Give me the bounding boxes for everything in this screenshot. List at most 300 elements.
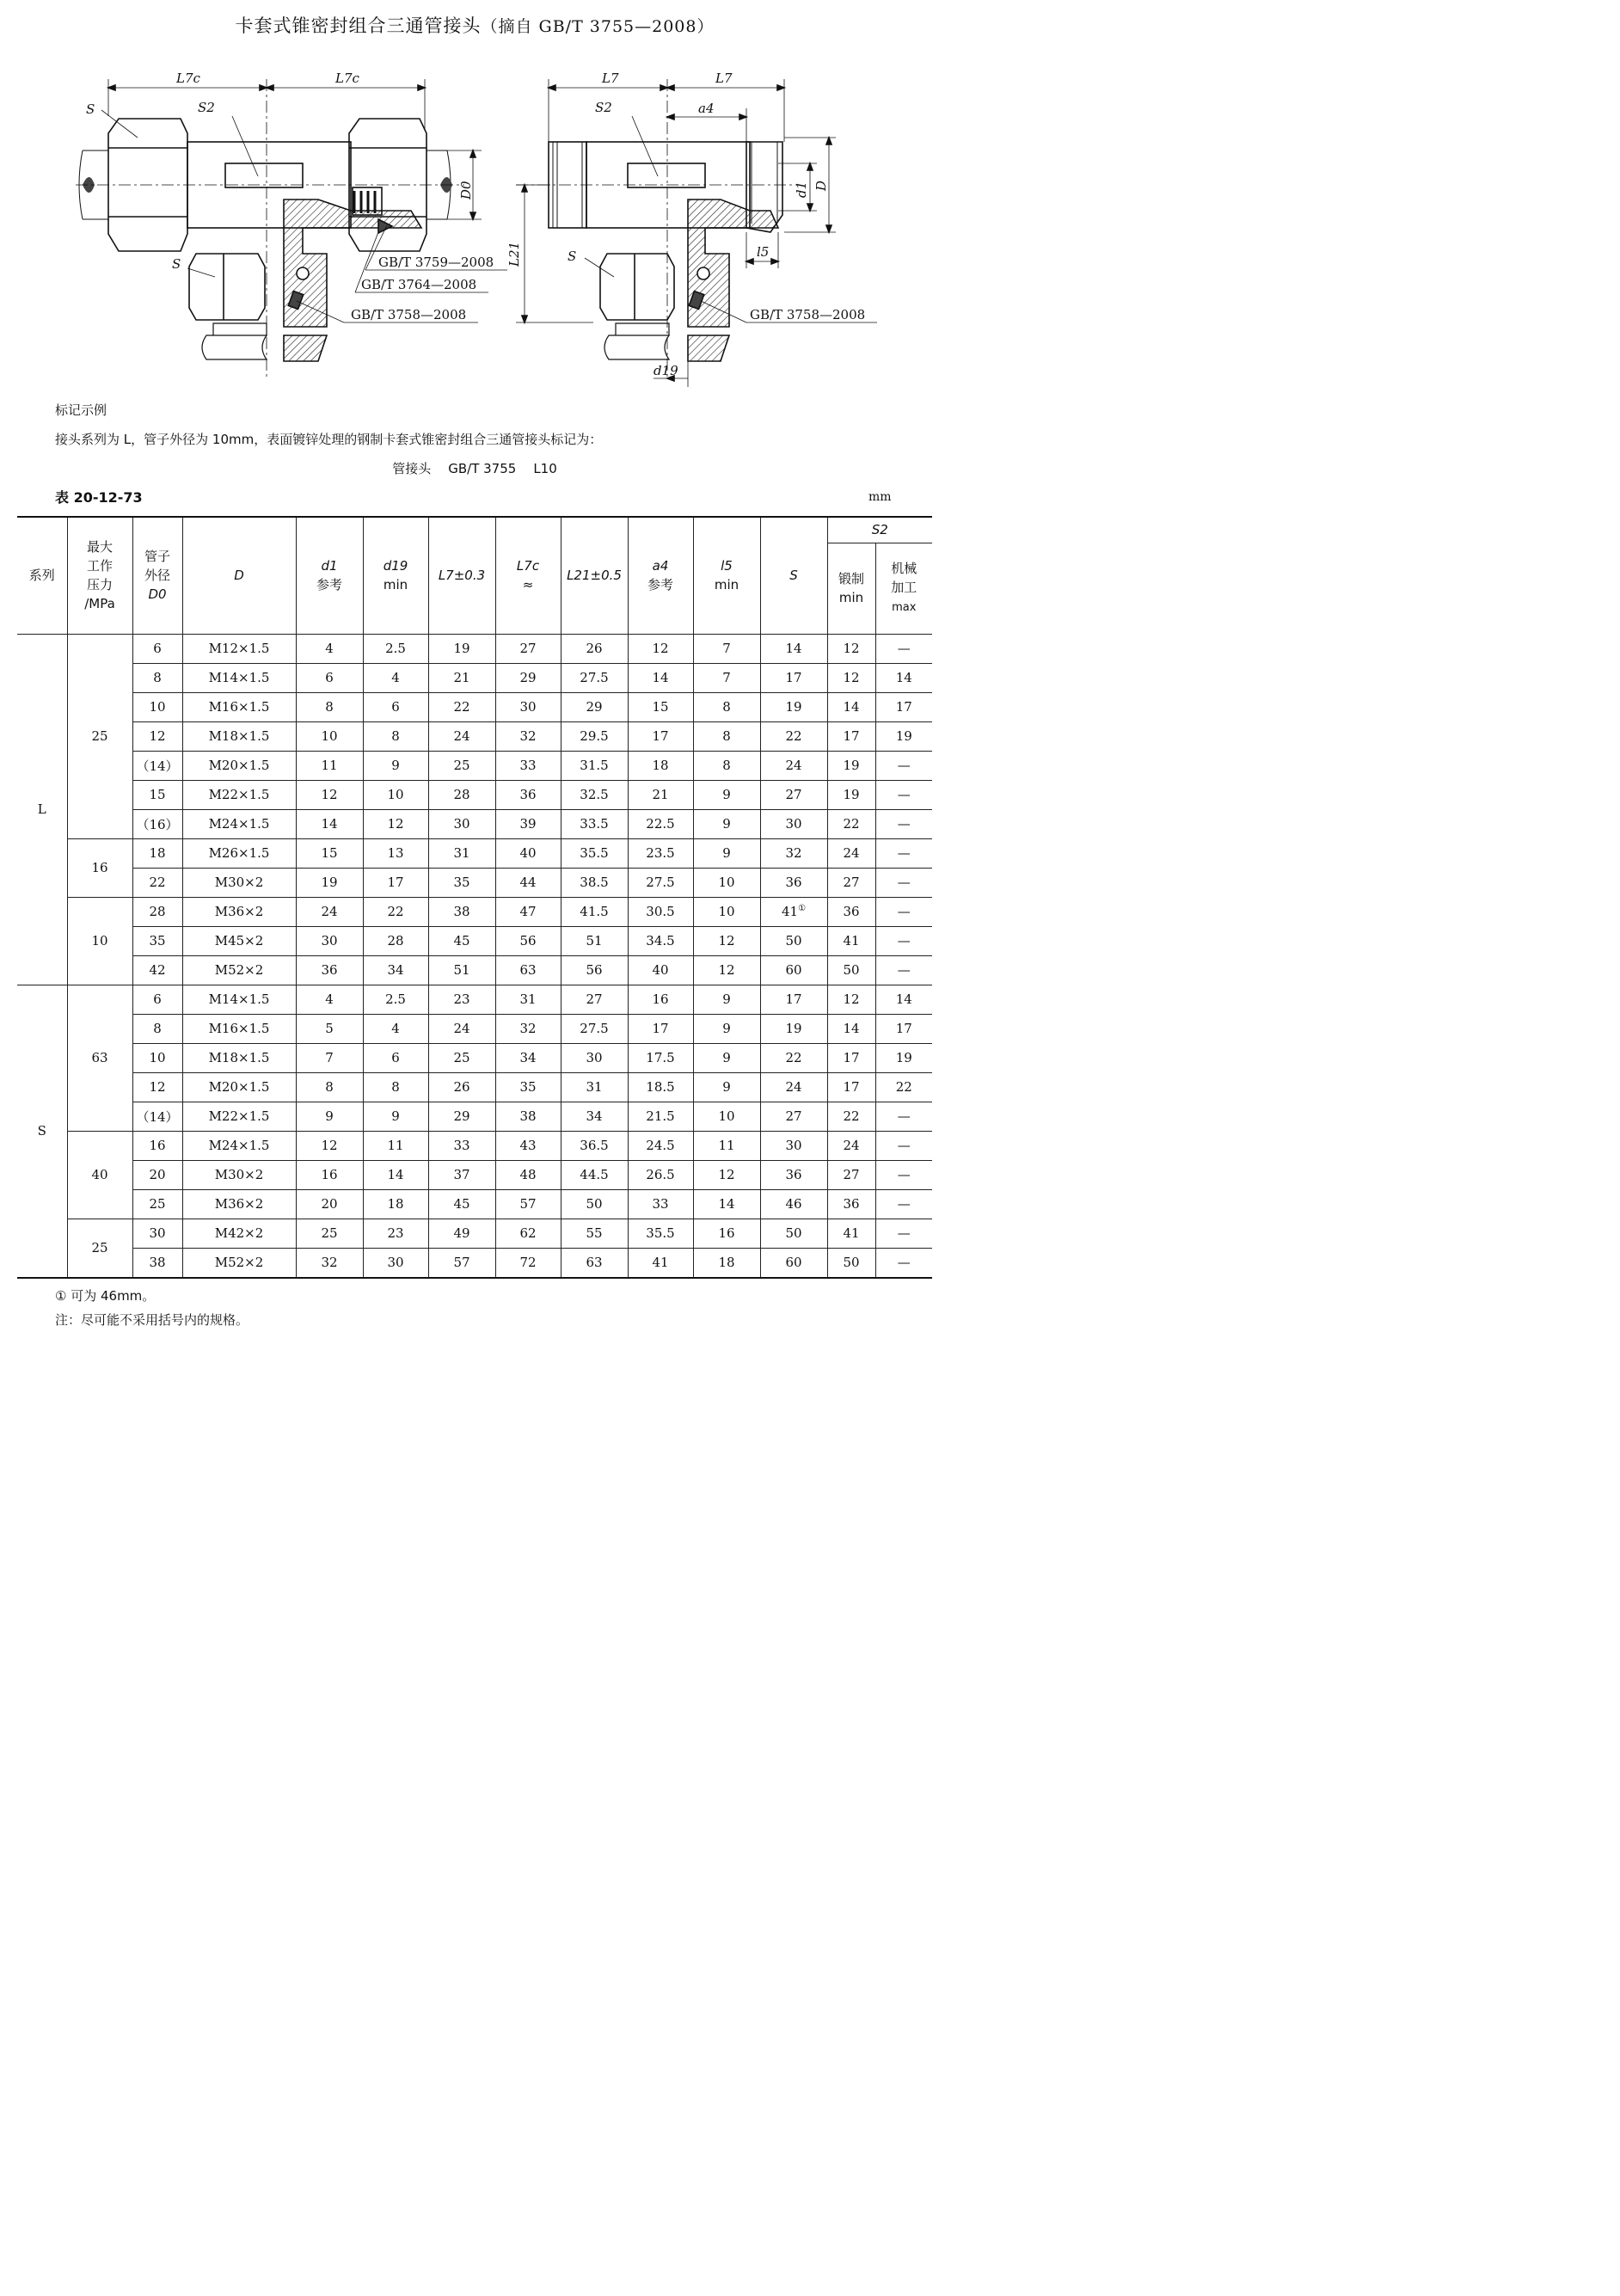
- cell-d1: 20: [296, 1189, 363, 1219]
- cell-od: 8: [132, 1014, 182, 1043]
- cell-S: 22: [760, 1043, 827, 1072]
- cell-a4: 41: [628, 1248, 693, 1278]
- cell-d1: 4: [296, 985, 363, 1014]
- table-row: [17, 1189, 932, 1219]
- cell-od: （14）: [132, 1102, 182, 1131]
- cell-L7: 19: [428, 634, 495, 663]
- cell-d19: 6: [363, 1043, 428, 1072]
- cell-l5: 9: [693, 1014, 760, 1043]
- dim-d: D: [813, 180, 829, 191]
- cell-D: M30×2: [182, 1160, 296, 1189]
- cell-L21: 41.5: [561, 897, 628, 926]
- cell-d1: 14: [296, 809, 363, 838]
- cell-d1: 6: [296, 663, 363, 692]
- cell-d1: 36: [296, 955, 363, 985]
- cell-L21: 34: [561, 1102, 628, 1131]
- table-row: [17, 1102, 932, 1131]
- cell-d1: 10: [296, 721, 363, 751]
- label-s2-left: S2: [198, 100, 215, 115]
- header-D: D: [182, 517, 296, 634]
- cell-l5: 8: [693, 692, 760, 721]
- cell-S: 60: [760, 1248, 827, 1278]
- cell-L7: 29: [428, 1102, 495, 1131]
- cell-a4: 40: [628, 955, 693, 985]
- label-s2-right: S2: [595, 100, 612, 115]
- cell-L7: 37: [428, 1160, 495, 1189]
- cell-l5: 9: [693, 809, 760, 838]
- table-row: [17, 780, 932, 809]
- cell-a4: 24.5: [628, 1131, 693, 1160]
- cell-l5: 10: [693, 897, 760, 926]
- cell-od: 10: [132, 692, 182, 721]
- table-row: [17, 1014, 932, 1043]
- cell-l5: 9: [693, 985, 760, 1014]
- cell-d19: 2.5: [363, 985, 428, 1014]
- cell-d1: 16: [296, 1160, 363, 1189]
- cell-L21: 33.5: [561, 809, 628, 838]
- cell-L21: 36.5: [561, 1131, 628, 1160]
- header-d1: d1 参考: [296, 517, 363, 634]
- cell-S: 60: [760, 955, 827, 985]
- cell-D: M12×1.5: [182, 634, 296, 663]
- cell-S2f: 36: [827, 897, 875, 926]
- cell-D: M16×1.5: [182, 692, 296, 721]
- cell-a4: 21.5: [628, 1102, 693, 1131]
- cell-S: 50: [760, 926, 827, 955]
- header-series: 系列: [17, 517, 67, 634]
- cell-L21: 27.5: [561, 1014, 628, 1043]
- cell-L7: 25: [428, 751, 495, 780]
- cell-l5: 8: [693, 751, 760, 780]
- marking-code: [0, 459, 949, 477]
- table-row: [17, 868, 932, 897]
- dim-a4: a4: [698, 101, 715, 116]
- cell-D: M14×1.5: [182, 985, 296, 1014]
- table-row: [17, 1219, 932, 1248]
- cell-d1: 12: [296, 780, 363, 809]
- cell-L7c: 40: [495, 838, 561, 868]
- table-row: [17, 985, 932, 1014]
- cell-d19: 34: [363, 955, 428, 985]
- cell-S2f: 50: [827, 1248, 875, 1278]
- dim-l7-right: L7: [715, 71, 733, 86]
- cell-S2f: 27: [827, 1160, 875, 1189]
- cell-series: S: [17, 985, 67, 1278]
- cell-d1: 5: [296, 1014, 363, 1043]
- cell-L21: 35.5: [561, 838, 628, 868]
- cell-S2f: 12: [827, 985, 875, 1014]
- dim-l5: l5: [757, 244, 770, 260]
- cell-S: 30: [760, 809, 827, 838]
- cell-a4: 17: [628, 721, 693, 751]
- title-source: （摘自 GB/T 3755—2008）: [481, 17, 715, 36]
- cell-L7c: 30: [495, 692, 561, 721]
- cell-L7c: 43: [495, 1131, 561, 1160]
- cell-L21: 44.5: [561, 1160, 628, 1189]
- cell-L7c: 27: [495, 634, 561, 663]
- cell-d1: 25: [296, 1219, 363, 1248]
- cell-S2m: 22: [875, 1072, 932, 1102]
- cell-od: 38: [132, 1248, 182, 1278]
- table-row: [17, 1160, 932, 1189]
- fitting-drawing: [0, 60, 949, 391]
- title-text: 卡套式锥密封组合三通管接头: [235, 15, 482, 36]
- cell-L21: 63: [561, 1248, 628, 1278]
- cell-S2f: 22: [827, 809, 875, 838]
- cell-S2m: —: [875, 1131, 932, 1160]
- cell-S2m: —: [875, 634, 932, 663]
- cell-S2f: 41: [827, 1219, 875, 1248]
- footnote-1: ① 可为 46mm。: [55, 1288, 156, 1304]
- cell-L7c: 47: [495, 897, 561, 926]
- cell-L7: 51: [428, 955, 495, 985]
- cell-pressure: 10: [67, 897, 132, 985]
- cell-L7c: 32: [495, 1014, 561, 1043]
- footnote-note: 注：尽可能不采用括号内的规格。: [55, 1312, 249, 1328]
- cell-d19: 11: [363, 1131, 428, 1160]
- table-row: [17, 1131, 932, 1160]
- cell-S2f: 27: [827, 868, 875, 897]
- header-S: S: [760, 517, 827, 634]
- cell-a4: 16: [628, 985, 693, 1014]
- table-row: [17, 926, 932, 955]
- cell-S2f: 12: [827, 634, 875, 663]
- cell-d1: 11: [296, 751, 363, 780]
- cell-L21: 26: [561, 634, 628, 663]
- cell-S2m: —: [875, 926, 932, 955]
- cell-S: 19: [760, 1014, 827, 1043]
- marking-code-name: 管接头: [392, 461, 432, 476]
- cell-a4: 18.5: [628, 1072, 693, 1102]
- cell-L7c: 33: [495, 751, 561, 780]
- cell-od: 15: [132, 780, 182, 809]
- cell-d1: 7: [296, 1043, 363, 1072]
- page-title: [0, 12, 949, 38]
- label-s-right: S: [568, 249, 577, 264]
- cell-L21: 31: [561, 1072, 628, 1102]
- cell-l5: 9: [693, 1072, 760, 1102]
- cell-L7c: 36: [495, 780, 561, 809]
- table-row: [17, 663, 932, 692]
- cell-d19: 13: [363, 838, 428, 868]
- cell-D: M14×1.5: [182, 663, 296, 692]
- dim-l7-left: L7: [602, 71, 619, 86]
- cell-pressure: 40: [67, 1131, 132, 1219]
- cell-S2m: 19: [875, 1043, 932, 1072]
- cell-S2f: 36: [827, 1189, 875, 1219]
- cell-S: 24: [760, 751, 827, 780]
- cell-a4: 26.5: [628, 1160, 693, 1189]
- cell-L7: 28: [428, 780, 495, 809]
- cell-od: （16）: [132, 809, 182, 838]
- cell-l5: 8: [693, 721, 760, 751]
- cell-d19: 2.5: [363, 634, 428, 663]
- header-od: 管子 外径 D0: [132, 517, 182, 634]
- cell-d19: 23: [363, 1219, 428, 1248]
- cell-S2m: —: [875, 1219, 932, 1248]
- cell-od: 22: [132, 868, 182, 897]
- cell-d1: 24: [296, 897, 363, 926]
- cell-S2f: 14: [827, 1014, 875, 1043]
- cell-d19: 9: [363, 751, 428, 780]
- cell-S: 17: [760, 663, 827, 692]
- cell-l5: 18: [693, 1248, 760, 1278]
- cell-series: L: [17, 634, 67, 985]
- cell-od: 16: [132, 1131, 182, 1160]
- cell-a4: 22.5: [628, 809, 693, 838]
- cell-L21: 38.5: [561, 868, 628, 897]
- cell-l5: 11: [693, 1131, 760, 1160]
- cell-l5: 7: [693, 663, 760, 692]
- cell-L21: 56: [561, 955, 628, 985]
- cell-d1: 19: [296, 868, 363, 897]
- cell-d1: 4: [296, 634, 363, 663]
- cell-L7: 23: [428, 985, 495, 1014]
- cell-pressure: 25: [67, 1219, 132, 1278]
- cell-D: M22×1.5: [182, 780, 296, 809]
- cell-D: M42×2: [182, 1219, 296, 1248]
- cell-S2m: —: [875, 780, 932, 809]
- cell-od: 20: [132, 1160, 182, 1189]
- header-S2-forged: 锻制 min: [827, 543, 875, 634]
- cell-a4: 15: [628, 692, 693, 721]
- dim-l7c-right: L7c: [335, 71, 359, 86]
- table-row: [17, 692, 932, 721]
- cell-S2m: 17: [875, 1014, 932, 1043]
- cell-L7c: 48: [495, 1160, 561, 1189]
- cell-D: M36×2: [182, 897, 296, 926]
- cell-S: 17: [760, 985, 827, 1014]
- cell-D: M22×1.5: [182, 1102, 296, 1131]
- cell-L21: 51: [561, 926, 628, 955]
- cell-S2m: —: [875, 838, 932, 868]
- cell-L21: 29: [561, 692, 628, 721]
- table-body: [17, 634, 932, 1278]
- cell-a4: 17: [628, 1014, 693, 1043]
- header-L7c: L7c ≈: [495, 517, 561, 634]
- cell-S2m: 14: [875, 663, 932, 692]
- cell-a4: 35.5: [628, 1219, 693, 1248]
- cell-l5: 12: [693, 1160, 760, 1189]
- cell-od: 12: [132, 1072, 182, 1102]
- cell-D: M16×1.5: [182, 1014, 296, 1043]
- cell-od: （14）: [132, 751, 182, 780]
- cell-L7: 25: [428, 1043, 495, 1072]
- cell-l5: 10: [693, 1102, 760, 1131]
- cell-S: 50: [760, 1219, 827, 1248]
- cell-a4: 21: [628, 780, 693, 809]
- footnote-marker: ①: [798, 904, 807, 913]
- cell-S: 32: [760, 838, 827, 868]
- cell-L21: 29.5: [561, 721, 628, 751]
- cell-L7c: 29: [495, 663, 561, 692]
- cell-L7: 49: [428, 1219, 495, 1248]
- label-s-bottom: S: [172, 256, 181, 272]
- cell-L7c: 38: [495, 1102, 561, 1131]
- cell-L7c: 72: [495, 1248, 561, 1278]
- cell-od: 6: [132, 634, 182, 663]
- cell-L7: 33: [428, 1131, 495, 1160]
- cell-od: 10: [132, 1043, 182, 1072]
- cell-D: M24×1.5: [182, 809, 296, 838]
- cell-S2m: —: [875, 1160, 932, 1189]
- header-L7: L7±0.3: [428, 517, 495, 634]
- cell-S2f: 17: [827, 1043, 875, 1072]
- cell-od: 35: [132, 926, 182, 955]
- cell-d19: 17: [363, 868, 428, 897]
- cell-L7: 35: [428, 868, 495, 897]
- cell-S2f: 14: [827, 692, 875, 721]
- cell-d1: 8: [296, 1072, 363, 1102]
- cell-a4: 14: [628, 663, 693, 692]
- cell-od: 25: [132, 1189, 182, 1219]
- cell-a4: 12: [628, 634, 693, 663]
- cell-l5: 12: [693, 955, 760, 985]
- cell-od: 18: [132, 838, 182, 868]
- cell-L7: 24: [428, 721, 495, 751]
- cell-od: 28: [132, 897, 182, 926]
- cell-S2f: 17: [827, 1072, 875, 1102]
- table-number: 表 20-12-73: [55, 489, 143, 506]
- cell-L7: 21: [428, 663, 495, 692]
- cell-S: 24: [760, 1072, 827, 1102]
- cell-d19: 12: [363, 809, 428, 838]
- marking-heading: 标记示例: [55, 402, 107, 418]
- cell-L21: 27.5: [561, 663, 628, 692]
- cell-od: 12: [132, 721, 182, 751]
- cell-S2f: 24: [827, 838, 875, 868]
- table-unit: mm: [868, 490, 892, 504]
- cell-L21: 30: [561, 1043, 628, 1072]
- cell-d19: 8: [363, 1072, 428, 1102]
- table-row: [17, 751, 932, 780]
- cell-S2m: 19: [875, 721, 932, 751]
- cell-L21: 50: [561, 1189, 628, 1219]
- cell-a4: 27.5: [628, 868, 693, 897]
- dim-l7c-left: L7c: [176, 71, 200, 86]
- cell-l5: 7: [693, 634, 760, 663]
- cell-od: 42: [132, 955, 182, 985]
- cell-S2m: —: [875, 751, 932, 780]
- cell-S2f: 22: [827, 1102, 875, 1131]
- cell-L21: 55: [561, 1219, 628, 1248]
- cell-L7: 38: [428, 897, 495, 926]
- cell-L7: 26: [428, 1072, 495, 1102]
- dim-d0: D0: [458, 181, 474, 200]
- cell-S2m: 17: [875, 692, 932, 721]
- cell-S2f: 50: [827, 955, 875, 985]
- header-d19: d19 min: [363, 517, 428, 634]
- cell-L7: 45: [428, 926, 495, 955]
- cell-L21: 27: [561, 985, 628, 1014]
- cell-S: 36: [760, 1160, 827, 1189]
- table-row: [17, 955, 932, 985]
- cell-d1: 12: [296, 1131, 363, 1160]
- cell-l5: 9: [693, 1043, 760, 1072]
- cell-S2f: 41: [827, 926, 875, 955]
- cell-d1: 8: [296, 692, 363, 721]
- cell-D: M20×1.5: [182, 1072, 296, 1102]
- cell-l5: 14: [693, 1189, 760, 1219]
- cell-d19: 4: [363, 663, 428, 692]
- cell-od: 8: [132, 663, 182, 692]
- cell-D: M36×2: [182, 1189, 296, 1219]
- table-row: [17, 897, 932, 926]
- cell-l5: 9: [693, 838, 760, 868]
- cell-D: M52×2: [182, 955, 296, 985]
- cell-d19: 22: [363, 897, 428, 926]
- cell-S2f: 17: [827, 721, 875, 751]
- cell-D: M24×1.5: [182, 1131, 296, 1160]
- header-pressure: 最大 工作 压力 /MPa: [67, 517, 132, 634]
- cell-a4: 18: [628, 751, 693, 780]
- cell-L7c: 35: [495, 1072, 561, 1102]
- cell-d1: 9: [296, 1102, 363, 1131]
- dim-l21: L21: [506, 241, 522, 267]
- cell-d1: 30: [296, 926, 363, 955]
- cell-L7c: 56: [495, 926, 561, 955]
- cell-D: M20×1.5: [182, 751, 296, 780]
- cell-S2f: 19: [827, 751, 875, 780]
- cell-d19: 10: [363, 780, 428, 809]
- cell-a4: 17.5: [628, 1043, 693, 1072]
- cell-d19: 30: [363, 1248, 428, 1278]
- cell-L7: 30: [428, 809, 495, 838]
- cell-D: M45×2: [182, 926, 296, 955]
- cell-od: 30: [132, 1219, 182, 1248]
- cell-l5: 10: [693, 868, 760, 897]
- cell-l5: 12: [693, 926, 760, 955]
- std-ref-3758-right: GB/T 3758—2008: [750, 307, 866, 322]
- table-row: [17, 1072, 932, 1102]
- table-row: [17, 838, 932, 868]
- std-ref-3764: GB/T 3764—2008: [361, 277, 477, 292]
- cell-L7c: 34: [495, 1043, 561, 1072]
- cell-D: M52×2: [182, 1248, 296, 1278]
- cell-pressure: 16: [67, 838, 132, 897]
- cell-l5: 9: [693, 780, 760, 809]
- cell-S2f: 24: [827, 1131, 875, 1160]
- cell-L7: 31: [428, 838, 495, 868]
- header-S2: S2: [827, 517, 932, 543]
- cell-a4: 33: [628, 1189, 693, 1219]
- dim-d19: d19: [654, 363, 678, 378]
- spec-table: [17, 516, 932, 1279]
- cell-d1: 32: [296, 1248, 363, 1278]
- cell-S: 27: [760, 780, 827, 809]
- std-ref-3759: GB/T 3759—2008: [378, 255, 494, 270]
- cell-a4: 34.5: [628, 926, 693, 955]
- cell-S: 36: [760, 868, 827, 897]
- header-l5: l5 min: [693, 517, 760, 634]
- cell-a4: 30.5: [628, 897, 693, 926]
- cell-D: M30×2: [182, 868, 296, 897]
- cell-d19: 9: [363, 1102, 428, 1131]
- cell-L7: 22: [428, 692, 495, 721]
- table-row: [17, 809, 932, 838]
- cell-L7c: 57: [495, 1189, 561, 1219]
- cell-S2m: —: [875, 1248, 932, 1278]
- cell-d1: 15: [296, 838, 363, 868]
- cell-S2m: —: [875, 868, 932, 897]
- cell-d19: 6: [363, 692, 428, 721]
- header-S2-machined: 机械 加工 max: [875, 543, 932, 634]
- cell-S2m: —: [875, 1189, 932, 1219]
- table-row: [17, 634, 932, 663]
- cell-D: M18×1.5: [182, 1043, 296, 1072]
- cell-L7c: 31: [495, 985, 561, 1014]
- table-row: [17, 1248, 932, 1278]
